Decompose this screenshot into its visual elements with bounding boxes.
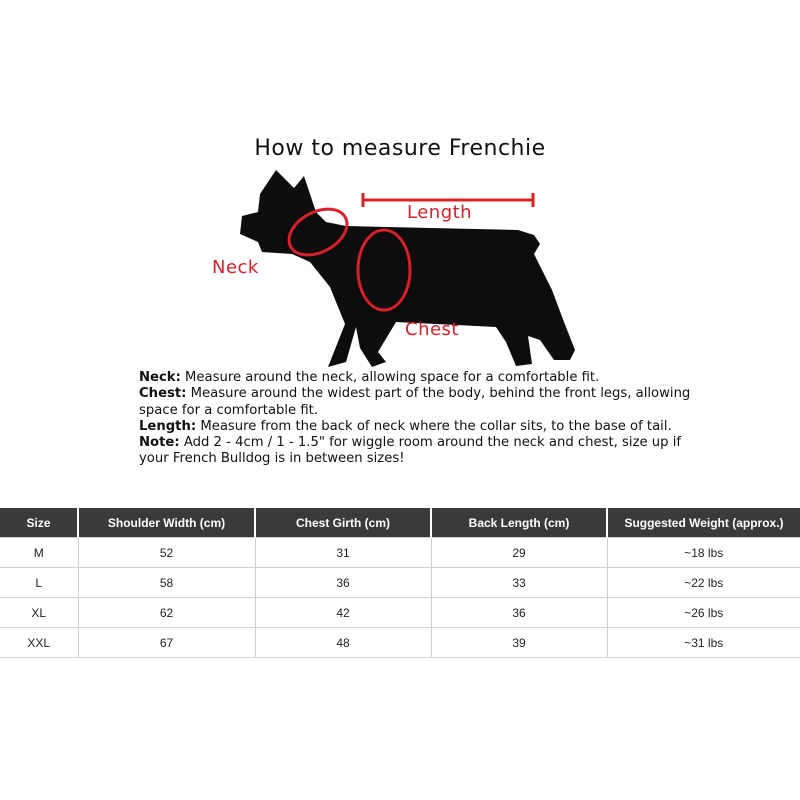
table-row xyxy=(0,568,800,598)
measurement-instructions xyxy=(139,370,699,468)
table-row xyxy=(0,538,800,568)
cell-size: L xyxy=(0,568,78,598)
instruction-chest xyxy=(139,386,699,419)
page-title: How to measure Frenchie xyxy=(254,136,546,161)
instruction-term: Note: xyxy=(139,435,180,451)
cell-back-length: 36 xyxy=(431,598,607,628)
instruction-term: Chest: xyxy=(139,386,187,402)
table-row xyxy=(0,598,800,628)
cell-shoulder-width: 52 xyxy=(78,538,255,568)
instruction-term: Neck: xyxy=(139,370,181,385)
instruction-length xyxy=(139,419,699,435)
cell-weight: ~22 lbs xyxy=(607,568,800,598)
cell-chest-girth: 48 xyxy=(255,628,431,658)
neck-label: Neck xyxy=(212,257,259,278)
header-shoulder-width: Shoulder Width (cm) xyxy=(78,508,255,538)
dog-silhouette-icon xyxy=(200,162,600,377)
cell-shoulder-width: 62 xyxy=(78,598,255,628)
instruction-text: Measure around the widest part of the body, behind the front legs, allowing space for a comfortable fit. xyxy=(139,386,691,418)
instruction-term: Length: xyxy=(139,418,197,434)
length-label: Length xyxy=(407,202,473,223)
header-back-length: Back Length (cm) xyxy=(431,508,607,538)
instruction-note xyxy=(139,435,699,468)
cell-back-length: 39 xyxy=(431,628,607,658)
cell-chest-girth: 36 xyxy=(255,568,431,598)
instruction-neck xyxy=(139,370,699,386)
cell-chest-girth: 31 xyxy=(255,538,431,568)
table-row xyxy=(0,628,800,658)
header-chest-girth: Chest Girth (cm) xyxy=(255,508,431,538)
cell-chest-girth: 42 xyxy=(255,598,431,628)
cell-size: XXL xyxy=(0,628,78,658)
cell-size: M xyxy=(0,538,78,568)
cell-back-length: 29 xyxy=(431,538,607,568)
header-size: Size xyxy=(0,508,78,538)
instruction-text: Add 2 - 4cm / 1 - 1.5" for wiggle room around the neck and chest, size up if your French Bulldog is in between sizes! xyxy=(139,435,682,467)
cell-shoulder-width: 67 xyxy=(78,628,255,658)
cell-weight: ~26 lbs xyxy=(607,598,800,628)
cell-size: XL xyxy=(0,598,78,628)
table-header-row xyxy=(0,508,800,538)
dog-measurement-diagram xyxy=(200,162,600,377)
cell-back-length: 33 xyxy=(431,568,607,598)
instruction-text: Measure from the back of neck where the collar sits, to the base of tail. xyxy=(196,418,672,434)
chest-label: Chest xyxy=(405,319,459,340)
cell-weight: ~31 lbs xyxy=(607,628,800,658)
instruction-text: Measure around the neck, allowing space for a comfortable fit. xyxy=(180,370,600,385)
size-chart-table xyxy=(0,508,800,658)
header-suggested-weight: Suggested Weight (approx.) xyxy=(607,508,800,538)
cell-weight: ~18 lbs xyxy=(607,538,800,568)
cell-shoulder-width: 58 xyxy=(78,568,255,598)
